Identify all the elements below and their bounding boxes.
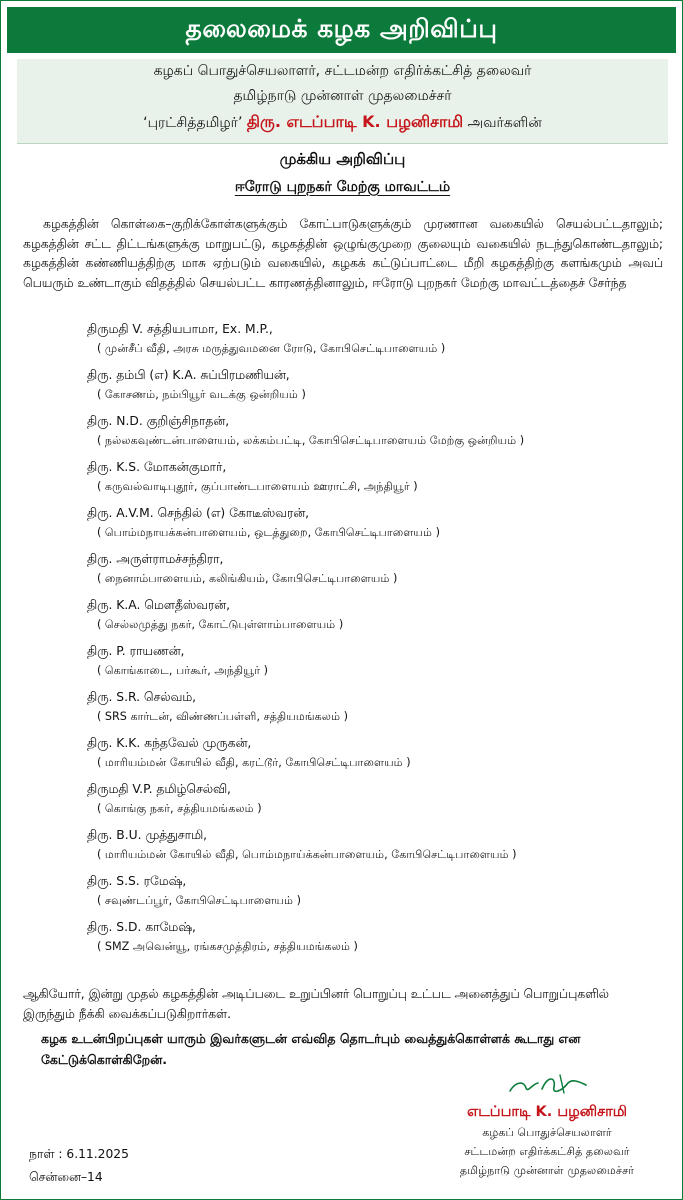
handwritten-signature — [502, 1071, 592, 1099]
issuer-line-2: தமிழ்நாடு முன்னாள் முதலமைச்சர் — [233, 88, 452, 104]
issuer-line-3 — [17, 109, 668, 136]
member-name: திரு. S.R. செல்வம், — [87, 690, 197, 704]
member-entry — [87, 733, 647, 779]
member-address: ( SRS கார்டன், விண்ணப்பள்ளி, சத்தியமங்கலம் ) — [97, 710, 348, 723]
member-address: ( நல்லகவுண்டன்பாளையம், லக்கம்பட்டி, கோபிசெட்டிபாளையம் மேற்கு ஒன்றியம் ) — [97, 434, 525, 447]
member-name: திரு. அருள்ராமச்சந்திரா, — [87, 552, 224, 566]
member-address: ( கோசணம், நம்பியூர் வடக்கு ஒன்றியம் ) — [97, 388, 306, 401]
member-address: ( நைனாம்பாளையம், கலிங்கியம், கோபிசெட்டிபாளையம் ) — [97, 572, 398, 585]
notice-place: சென்னை–14 — [29, 1170, 103, 1184]
member-entry — [87, 779, 647, 825]
announcement-banner — [7, 7, 676, 53]
member-name: திரு. B.U. முத்துசாமி, — [87, 828, 208, 842]
issuer-header — [17, 59, 668, 144]
member-address: ( SMZ அவென்யூ, ரங்கசமுத்திரம், சத்தியமங்கலம் ) — [97, 940, 358, 953]
member-entry — [87, 871, 647, 917]
member-entry — [87, 365, 647, 411]
signatory-title-1: கழகப் பொதுச்செயலாளர் — [482, 1126, 612, 1139]
district-name: ஈரோடு புறநகர் மேற்கு மாவட்டம் — [234, 179, 451, 195]
signatory-title-2: சட்டமன்ற எதிர்க்கட்சித் தலைவர் — [464, 1145, 630, 1158]
member-entry — [87, 917, 647, 963]
member-entry — [87, 687, 647, 733]
member-name: திரு. A.V.M. செந்தில் (எ) கோடீஸ்வரன், — [87, 506, 310, 520]
member-name: திருமதி V. சத்தியபாமா, Ex. M.P., — [87, 322, 273, 336]
member-name: திரு. S.D. காமேஷ், — [87, 920, 196, 934]
member-entry — [87, 503, 647, 549]
member-entry — [87, 641, 647, 687]
member-address: ( மாரியம்மன் கோயில் வீதி, பொம்மநாய்க்கன்பாளையம், கோபிசெட்டிபாளையம் ) — [97, 848, 517, 861]
district-heading — [1, 179, 683, 197]
member-entry — [87, 825, 647, 871]
issuer-honorific: ‘புரட்சித்தமிழர்’ — [143, 115, 243, 131]
member-name: திரு. N.D. குறிஞ்சிநாதன், — [87, 414, 230, 428]
signatory-title-3: தமிழ்நாடு முன்னாள் முதலமைச்சர் — [459, 1164, 635, 1177]
member-name: திரு. தம்பி (எ) K.A. சுப்பிரமணியன், — [87, 368, 290, 382]
issuer-line-1: கழகப் பொதுச்செயலாளர், சட்டமன்ற எதிர்க்கட்சித் தலைவர் — [153, 63, 532, 79]
notice-title: முக்கிய அறிவிப்பு — [279, 150, 406, 168]
member-name: திரு. K.A. மௌதீஸ்வரன், — [87, 598, 231, 612]
member-entry — [87, 595, 647, 641]
expelled-members-list — [87, 319, 647, 963]
member-address: ( முன்சீப் வீதி, அரசு மருத்துவமனை ரோடு, கோபிசெட்டிபாளையம் ) — [97, 342, 446, 355]
member-name: திரு. K.S. மோகன்குமார், — [87, 460, 227, 474]
member-name: திரு. P. ராயணன், — [87, 644, 185, 658]
no-contact-request: கழக உடன்பிறப்புகள் யாரும் இவர்களுடன் எவ்வித தொடர்பும் வைத்துக்கொள்ளக் கூடாது என கேட்டுக்கொள்கிறேன். — [41, 1031, 581, 1067]
signatory-name: எடப்பாடி K. பழனிசாமி — [466, 1104, 628, 1120]
member-address: ( செல்லமுத்து நகர், கோட்டுபுள்ளாம்பாளையம் ) — [97, 618, 344, 631]
issuer-suffix: அவர்களின் — [467, 115, 542, 131]
member-entry — [87, 411, 647, 457]
member-entry — [87, 319, 647, 365]
member-entry — [87, 457, 647, 503]
member-name: திரு. K.K. கந்தவேல் முருகன், — [87, 736, 252, 750]
signature-block — [432, 1071, 662, 1180]
member-entry — [87, 549, 647, 595]
banner-title: தலைமைக் கழக அறிவிப்பு — [185, 13, 498, 43]
member-address: ( கொங்கு நகர், சத்தியமங்கலம் ) — [97, 802, 262, 815]
notice-date: நாள் : 6.11.2025 — [29, 1147, 129, 1161]
member-name: திருமதி V.P. தமிழ்செல்வி, — [87, 782, 231, 796]
member-name: திரு. S.S. ரமேஷ், — [87, 874, 187, 888]
removal-statement: ஆகியோர், இன்று முதல் கழகத்தின் அடிப்படை உறுப்பினர் பொறுப்பு உட்பட அனைத்துப் பொறுப்புகளில் இருந்தும் நீக்கி வைக்கப்படுகிறார்கள். — [23, 987, 609, 1021]
member-address: ( சவுண்டப்பூர், கோபிசெட்டிபாளையம் ) — [97, 894, 301, 907]
member-address: ( மாரியம்மன் கோயில் வீதி, கரட்டூர், கோபிசெட்டிபாளையம் ) — [97, 756, 411, 769]
issuer-name: திரு. எடப்பாடி K. பழனிசாமி — [246, 112, 464, 131]
member-address: ( பொம்மநாயக்கன்பாளையம், ஒடத்துறை, கோபிசெட்டிபாளையம் ) — [97, 526, 440, 539]
intro-paragraph: கழகத்தின் கொள்கை–குறிக்கோள்களுக்கும் கோட்பாடுகளுக்கும் முரணான வகையில் செயல்பட்டதாலும்; கழகத்தின் சட்ட திட்டங்களுக்கு மாறுபட்டு, கழகத்தின் ஒழுங்குமுறை குலையும் வகையில் நடந்துகொண்டதாலும்; கழகத்தின் கண்ணியத்திற்கு மாசு ஏற்படும் வகையில், கழகக் கட்டுப்பாட்டை மீறி கழகத்திற்கு களங்கமும் அவப் பெயரும் உண்டாகும் விதத்தில் செயல்பட்ட காரணத்தினாலும், ஈரோடு புறநகர் மேற்கு மாவட்டத்தைச் சேர்ந்த — [23, 217, 663, 290]
date-place-block — [29, 1143, 129, 1189]
member-address: ( கொங்காடை, பர்கூர், அந்தியூர் ) — [97, 664, 269, 677]
member-address: ( கருவல்வாடிபுதூர், குப்பாண்டபாளையம் ஊராட்சி, அந்தியூர் ) — [97, 480, 418, 493]
